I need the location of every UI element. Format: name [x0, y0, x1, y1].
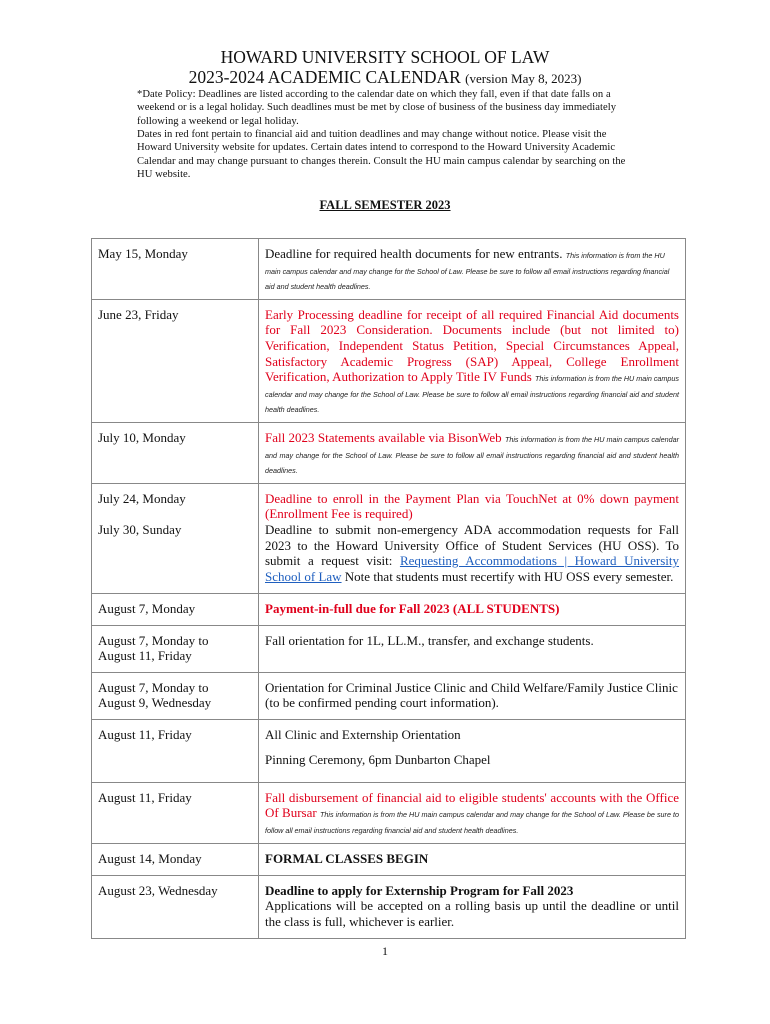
accommodations-link[interactable]: Requesting Accommodations | Howard University School of Law [265, 553, 679, 584]
date-line: July 24, Monday [98, 490, 186, 506]
table-row [92, 719, 686, 782]
event-text: Fall 2023 Statements available via BisonWeb [265, 429, 502, 445]
event-text: Payment-in-full due for Fall 2023 (ALL STUDENTS) [265, 600, 560, 616]
date-cell: June 23, Friday [92, 299, 259, 422]
event-text: Early Processing deadline for receipt of all required Financial Aid documents for Fall 2023 Consideration. Documents include (but not limited to) Verification, Independent Status Petition, Special Circumstances Appeal, Satisfactory Academic Progress (SAP) Appeal, College Enrollment Verification, Authorization to Apply Title IV Funds [265, 306, 679, 385]
date-cell: August 7, Monday [92, 593, 259, 625]
event-cell [259, 875, 686, 938]
calendar-title-heading [0, 67, 770, 89]
event-cell: Orientation for Criminal Justice Clinic and Child Welfare/Family Justice Clinic (to be confirmed pending court information). [259, 672, 686, 719]
date-cell: August 11, Friday [92, 719, 259, 782]
date-line: August 7, Monday to [98, 679, 209, 695]
table-row [92, 422, 686, 483]
event-cell [259, 593, 686, 625]
school-name-heading: HOWARD UNIVERSITY SCHOOL OF LAW [220, 47, 550, 67]
date-cell: August 14, Monday [92, 843, 259, 875]
version-label: (version May 8, 2023) [465, 71, 582, 86]
event-text: Pinning Ceremony, 6pm Dunbarton Chapel [265, 752, 491, 768]
table-row [92, 483, 686, 593]
table-row [92, 593, 686, 625]
date-cell: July 10, Monday [92, 422, 259, 483]
date-cell: August 11, Friday [92, 782, 259, 843]
event-text: All Clinic and Externship Orientation [265, 726, 461, 742]
event-text: Note that students must recertify with HU OSS every semester. [344, 568, 674, 584]
event-text: FORMAL CLASSES BEGIN [265, 850, 429, 866]
fall-semester-heading: FALL SEMESTER 2023 [319, 198, 451, 212]
date-cell [92, 483, 259, 593]
event-cell [259, 782, 686, 843]
event-text: Applications will be accepted on a rolling basis up until the deadline or until the class is full, whichever is earlier. [265, 898, 679, 929]
table-row [92, 299, 686, 422]
date-line: August 11, Friday [98, 648, 192, 664]
date-cell [92, 672, 259, 719]
event-cell [259, 843, 686, 875]
table-row [92, 672, 686, 719]
table-row [92, 782, 686, 843]
date-cell [92, 625, 259, 672]
event-cell [259, 422, 686, 483]
event-title: Deadline to apply for Externship Program for Fall 2023 [265, 882, 574, 898]
academic-calendar-table [91, 238, 686, 939]
table-row [92, 875, 686, 938]
table-row [92, 239, 686, 300]
event-text: Deadline to enroll in the Payment Plan via TouchNet at 0% down payment (Enrollment Fee is required) [265, 490, 679, 522]
event-cell [259, 239, 686, 300]
event-note: This information is from the HU main campus calendar and may change for the School of Law. Please be sure to follow all email instructions regarding financial aid and student health deadlines. [265, 374, 680, 415]
event-cell: Fall orientation for 1L, LL.M., transfer, and exchange students. [259, 625, 686, 672]
date-line: August 9, Wednesday [98, 695, 212, 711]
date-cell: May 15, Monday [92, 239, 259, 300]
date-line: July 30, Sunday [98, 522, 182, 538]
event-cell [259, 483, 686, 593]
event-cell [259, 299, 686, 422]
event-text: Deadline for required health documents for new entrants. [265, 246, 563, 261]
event-text: Deadline to submit non-emergency ADA accommodation requests for Fall 2023 to the Howard University Office of Student Services (HU OSS). To submit a request visit: [265, 521, 679, 569]
page-number: 1 [382, 944, 388, 958]
event-text: Fall disbursement of financial aid to eligible students' accounts with the Office Of Bursar [265, 789, 679, 821]
red-font-policy-paragraph: Dates in red font pertain to financial aid and tuition deadlines and may change without notice. Please visit the Howard University website for updates. Certain dates intend to correspond to the Howard University Academic Calendar and may change pursuant to changes therein. Consult the HU main campus calendar by searching on the HU website. [137, 129, 626, 181]
table-row [92, 843, 686, 875]
event-note: This information is from the HU main campus calendar and may change for the School of Law. Please be sure to follow all email instructions regarding financial aid and student health deadlines. [265, 251, 670, 292]
table-row [92, 625, 686, 672]
calendar-title: 2023-2024 ACADEMIC CALENDAR [188, 67, 461, 87]
event-note: This information is from the HU main campus calendar and may change for the School of Law. Please be sure to follow all email instructions regarding financial aid and student health deadlines. [265, 810, 679, 835]
date-policy-paragraph: *Date Policy: Deadlines are listed according to the calendar date on which they fall, even if that date falls on a weekend or is a legal holiday. Such deadlines must be met by close of business of the business day immediately following a weekend or legal holiday. [137, 89, 617, 127]
event-note: This information is from the HU main campus calendar and may change for the School of Law. Please be sure to follow all email instructions regarding financial aid and student health deadlines. [265, 434, 679, 476]
date-cell: August 23, Wednesday [92, 875, 259, 938]
event-cell [259, 719, 686, 782]
date-line: August 7, Monday to [98, 632, 209, 648]
